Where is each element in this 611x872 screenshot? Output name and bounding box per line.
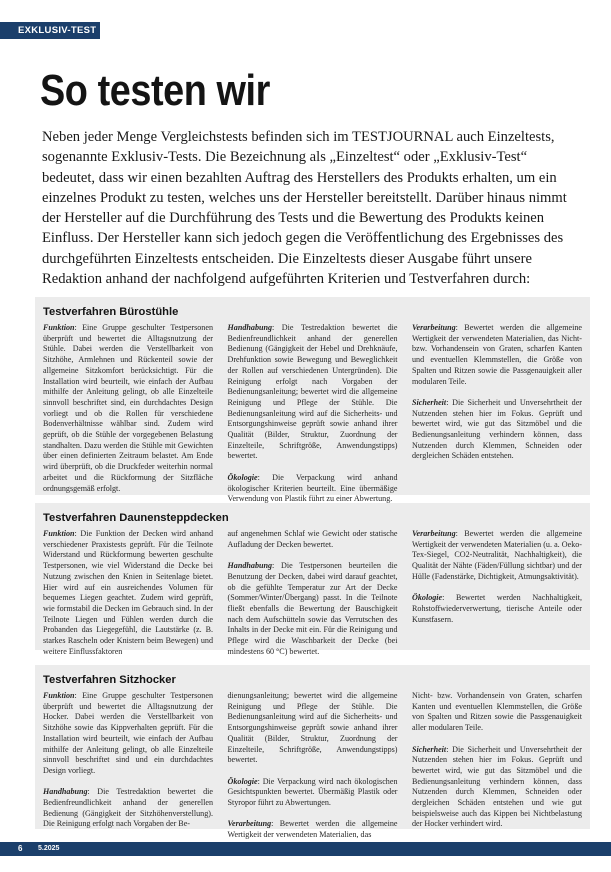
paragraph [412,398,582,462]
paragraph-text: dienungsanleitung; bewertet wird die allgemeine Reinigung und Pflege der Stühle. Die Bedienungsanleitung wird auf die Sicherheits- und Entsorgungshinweise geprüft sowie anhand ihrer Qualität (Bilder, Struktur, Zuordnung der Einzelteile, Schriftgröße, Anwendungstipps) bewertet. [227,691,398,765]
paragraph-lead: Funktion [43,529,75,538]
paragraph-lead: Handhabung [227,561,273,571]
paragraph-text: : Die Testpersonen beurteilen die Benutzung der Decken, dabei wird darauf geachtet, ob die gefühlte Temperatur zur Art der Decke (Sommer/Winter/Übergang) passt. In die Teilnote fließt ebenfalls die Bewertung der Bauschigkeit nach dem Aufschütteln sowie das Verrutschen des Inhalts in der Decke mit ein. Für die Reinigung und Pflege wird die Waschbarkeit der Decke (bei mindestens 60 °C) bewertet. [227,561,398,656]
paragraph-text: : Bewertet werden die allgemeine Wertigkeit der verwendeten Materialien, das Nicht- bzw. Vorhandensein von Graten, scharfen Kanten und eventuellen Klemmstellen, die Größe von Spalten und Ritzen sowie die Passgenauigkeit aller modularen Teile. [412,323,582,386]
category-tag: EXKLUSIV-TEST [0,22,100,39]
text-column [412,529,582,657]
section-daunensteppdecken [35,503,590,656]
paragraph [43,323,213,494]
paragraph-text: : Die Testredaktion bewertet die Bedienfreundlichkeit anhand der generellen Bedienung (Gängigkeit der Sitzhöhenverstellung). Die Reinigung erfolgt nach Vorgaben der Be- [43,787,213,829]
paragraph-lead: Sicherheit [412,744,447,754]
footer-bar [0,842,611,856]
paragraph-lead: Sicherheit [412,397,447,407]
paragraph-lead: Verarbeitung [412,323,456,332]
paragraph-text: : Bewertet werden die allgemeine Wertigkeit der verwendeten Materialien, das [227,819,398,840]
paragraph [412,529,582,583]
paragraph-lead: Handhabung [227,323,273,332]
paragraph [43,529,213,657]
paragraph [412,323,582,387]
paragraph [228,691,398,766]
text-column [43,691,213,841]
paragraph [412,745,582,831]
paragraph-text: : Die Funktion der Decken wird anhand verschiedener Praxistests geprüft. Für die Teilnote Widerstand und Rückformung bewerten geschulte Testpersonen, wie viel Widerstand die Decke bei Nutzung zwischen den Knien in Seitenlage bietet. Hier wird auf ein ausreichendes Volumen für bequemes Liegen geachtet. Zudem wird geprüft, wie formstabil die Decken im Gebrauch sind. In der Teilnote Liegen und Fühlen werden durch die Probanden das Liegegefühl, die Lautstärke (z. B. starkes Rascheln oder Knistern beim Bewegen) und weitere Einflussfaktoren [43,529,213,656]
text-column [228,691,398,841]
paragraph-text: : Die Sicherheit und Unversehrtheit der Nutzenden stehen hier im Fokus. Geprüft und bewertet wird, wie gut das Sitzmöbel und die Bedienungsanleitung verhindern können, dass Nutzenden durch Klemmen, Schneiden oder dergleichen Schäden entstehen und wie gut beispielsweise auch das Kippen bei Nichtbelastung der Hocker verhindert wird. [412,744,582,829]
paragraph-lead: Ökologie [227,776,258,786]
paragraph-text: Nicht- bzw. Vorhandensein von Graten, scharfen Kanten und eventuellen Klemmstellen, die Größe von Spalten und Ritzen sowie die Passgenauigkeit aller modularen Teile. [412,691,582,733]
paragraph [412,593,582,625]
paragraph-text: : Die Verpackung wird nach ökologischen Gesichtspunkten bewertet. Übermäßig Plastik oder Styropor führt zu Abwertungen. [227,776,398,808]
section-buerostuehle [35,297,590,504]
paragraph [43,691,213,777]
paragraph-text: : Bewertet werden die allgemeine Wertigkeit der verwendeten Materialien (u. a. Oeko-Tex-Siegel, CO2-Neutralität, Nachhaltigkeit), die Qualität der Nähte (Fäden/Füllung sichtbar) und der Hülle (Fadenstärke, Dichtigkeit, Atmungsaktivität). [412,529,582,581]
text-column [43,529,213,657]
paragraph-text: : Bewertet werden Nachhaltigkeit, Rohstoffwiederverwertung, tierische Anteile oder Kunstfasern. [412,593,582,624]
section-title: Testverfahren Bürostühle [43,306,179,318]
section-sitzhocker [35,665,590,840]
paragraph [228,473,398,505]
paragraph [228,819,398,840]
paragraph [43,787,213,830]
intro-paragraph: Neben jeder Menge Vergleichstests befinden sich im TESTJOURNAL auch Einzeltests, sogenannte Exklusiv-Tests. Die Bezeichnung als „Einzeltest“ oder „Exklusiv-Test“ bedeutet, dass wir einen bezahlten Auftrag des Herstellers des Produkts erhalten, um ein einzelnes Produkt zu testen, welches uns der Hersteller bereitstellt. Darüber hinaus nimmt der Hersteller auf die Durchführung des Tests und die Bewertung des Produkts keinen Einfluss. Der Hersteller kann sich jedoch gegen die Veröffentlichung des Ergebnisses des durchgeführten Einzeltests entscheiden. Die Einzeltests dieser Ausgabe führt unsere Redaktion anhand der nachfolgend aufgeführten Kriterien und Testverfahren durch: [42,129,567,288]
page-number: 6 [18,844,23,853]
paragraph-lead: Ökologie [227,472,258,482]
paragraph-text: : Eine Gruppe geschulter Testpersonen überprüft und bewertet die Alltagsnutzung der Hocker. Dabei werden die Verstellbarkeit von Sitzhöhe sowie das Kippverhalten geprüft. Für die Installation wird beurteilt, wie einfach der Aufbau mithilfe der Anleitung gelingt, ob alle Einzelteile sinnvoll beschriftet sind und ein durchdachtes Design vorliegt. [43,691,213,775]
paragraph-text: : Die Verpackung wird anhand ökologischer Kriterien beurteilt. Eine übermäßige Verwendung von Plastik führt zu einer Abwertung. [227,472,398,504]
paragraph-text: : Die Sicherheit und Unversehrtheit der Nutzenden stehen hier im Fokus. Geprüft und bewertet wird, wie gut das Sitzmöbel und die Bedienungsanleitung verhindern können, dass Nutzenden durch Klemmen, Schneiden oder dergleichen Schäden entstehen. [412,397,582,461]
text-column [412,323,582,505]
section-title: Testverfahren Sitzhocker [43,674,176,686]
paragraph [228,529,398,550]
paragraph [228,561,398,657]
text-column [228,529,398,657]
paragraph-lead: Funktion [43,691,75,700]
text-column [43,323,213,505]
paragraph-lead: Handhabung [43,787,88,797]
paragraph-text: auf angenehmen Schlaf wie Gewicht oder statische Aufladung der Decken bewertet. [227,529,398,549]
paragraph-text: : Die Testredaktion bewertet die Bedienfreundlichkeit anhand der generellen Bedienung (Gängigkeit der Hebel und Drehknäufe, Drehfunktion sowie Bewegung und Beweglichkeit der Rollen auf verschiedenen Untergründen). Die Reinigung erfolgt nach Vorgaben der Bedienungsanleitung; bewertet wird die allgemeine Reinigung und Pflege der Stühle. Die Bedienungsanleitung wird auf die Sicherheits- und Entsorgungshinweise geprüft sowie anhand ihrer Qualität (Bilder, Struktur, Zuordnung der Einzelteile, Schriftgröße, Anwendungstipps) bewertet. [227,323,398,461]
page-title: So testen wir [40,66,270,115]
paragraph [228,777,398,809]
text-column [412,691,582,841]
paragraph-text: : Eine Gruppe geschulter Testpersonen überprüft und bewertet die Alltagsnutzung der Stühle. Dabei werden die Verstellbarkeit von Sitzhöhe, Armlehnen und Rückenteil sowie der allgemeine Sitzkomfort berücksichtigt. Für die Installation wird beurteilt, wie einfach der Aufbau mithilfe der Anleitung gelingt, ob alle Einzelteile sinnvoll beschriftet sind, ein durchdachtes Design vorliegt und ob die Rollen für verschiedene Bodenverhältnisse wählbar sind. Zudem wird geprüft, ob die Stühle der vorgegebenen Belastung standhalten. Dazu werden die Stühle mit Gewichten über einen definierten Zeitraum belastet. Am Ende wird überprüft, ob die Druckfeder weiterhin normal arbeitet und die Rückformung der Sitzfläche ordnungsgemäß erfolgt. [43,323,213,493]
text-column [228,323,398,505]
paragraph [412,691,582,734]
paragraph [228,323,398,462]
paragraph-lead: Ökologie [412,593,443,603]
paragraph-lead: Verarbeitung [227,819,272,829]
section-title: Testverfahren Daunensteppdecken [43,512,229,524]
paragraph-lead: Verarbeitung [412,529,456,538]
issue-label: 5.2025 [38,845,60,852]
paragraph-lead: Funktion [43,323,75,332]
